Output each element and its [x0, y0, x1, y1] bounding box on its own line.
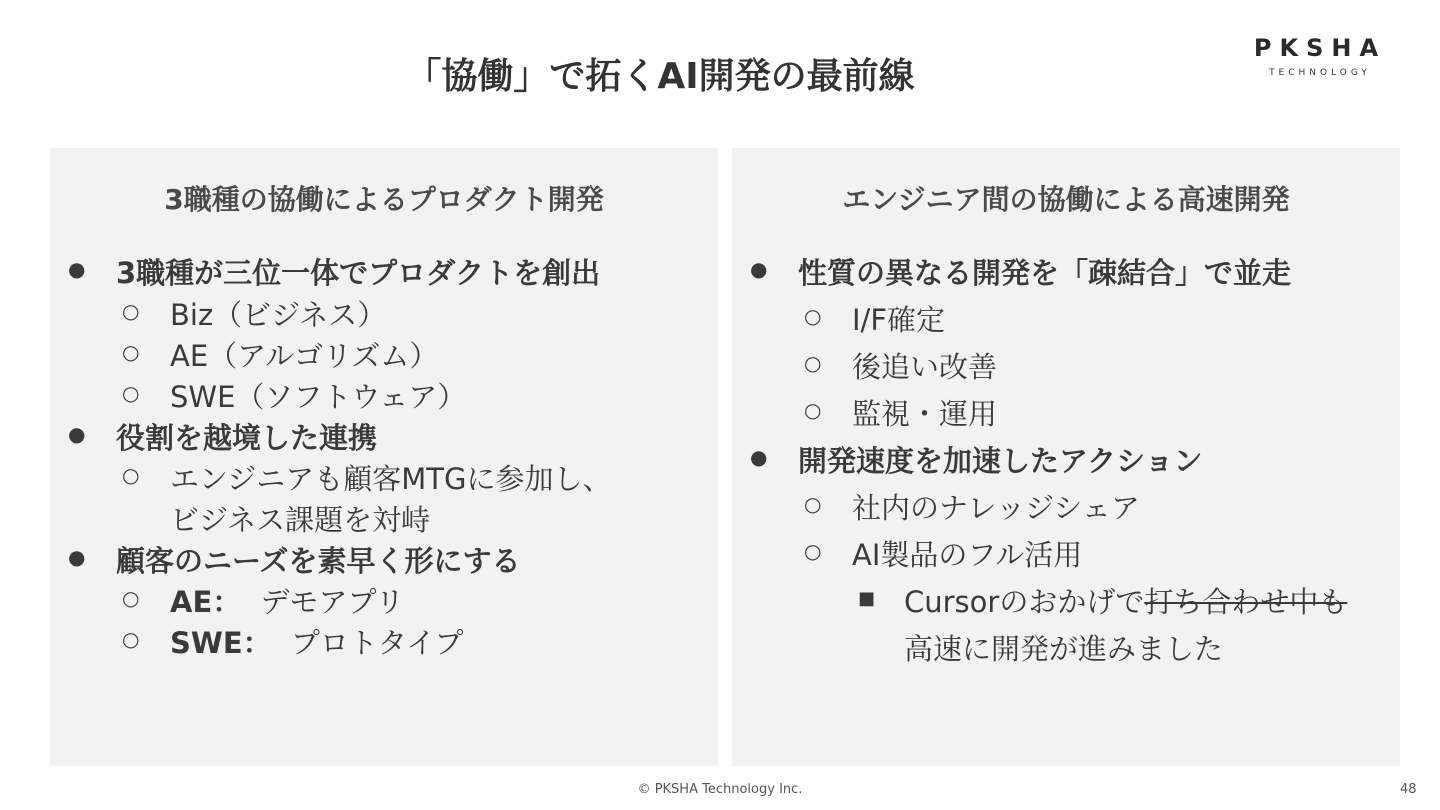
bullet-icon: ○ — [804, 539, 822, 563]
list-item: ○ エンジニアも顧客MTGに参加し、 — [122, 462, 612, 496]
list-item-continuation: 高速に開発が進みました — [904, 632, 1224, 666]
bullet-icon: ○ — [804, 304, 822, 328]
role-label: SWE： — [170, 626, 272, 660]
list-item: ■ Cursorのおかげで打ち合わせ中も — [858, 585, 1348, 619]
list-item: ○ 社内のナレッジシェア — [804, 491, 1140, 525]
list-item-continuation: ビジネス課題を対峙 — [170, 503, 431, 537]
role-label: AE： — [170, 585, 242, 619]
slide-title: 「協働」で拓くAI開発の最前線 — [405, 56, 915, 97]
company-logo — [1240, 34, 1400, 78]
bullet-icon: ○ — [804, 398, 822, 422]
struck-text: 打ち合わせ中も — [1144, 585, 1348, 619]
bullet-icon: ● — [750, 257, 768, 281]
bullet-icon: ● — [68, 257, 86, 281]
list-item: ● 顧客のニーズを素早く形にする — [68, 544, 521, 578]
list-item: ○ Biz（ビジネス） — [122, 298, 387, 332]
list-item: ○ AE： デモアプリ — [122, 585, 405, 619]
list-item: ● 性質の異なる開発を「疎結合」で並走 — [750, 256, 1292, 290]
copyright-footer: © PKSHA Technology Inc. — [637, 782, 803, 797]
bullet-icon: ● — [750, 445, 768, 469]
bullet-icon: ○ — [122, 586, 140, 610]
left-panel — [50, 148, 718, 766]
list-item: ○ SWE： プロトタイプ — [122, 626, 464, 660]
bullet-icon: ○ — [122, 463, 140, 487]
left-panel-heading: 3職種の協働によるプロダクト開発 — [164, 183, 604, 216]
bullet-icon: ○ — [804, 492, 822, 516]
list-item: ● 3職種が三位一体でプロダクトを創出 — [68, 256, 601, 290]
bullet-icon: ● — [68, 545, 86, 569]
page-number: 48 — [1400, 782, 1417, 797]
bullet-icon: ○ — [122, 627, 140, 651]
list-item: ○ AE（アルゴリズム） — [122, 339, 439, 373]
logo-subtitle: TECHNOLOGY — [1269, 68, 1371, 78]
bullet-icon: ■ — [858, 588, 876, 609]
right-panel — [732, 148, 1400, 766]
list-item: ○ 監視・運用 — [804, 397, 998, 431]
list-item: ○ I/F確定 — [804, 303, 946, 337]
list-item: ● 役割を越境した連携 — [68, 421, 378, 455]
bullet-icon: ● — [68, 422, 86, 446]
list-item: ● 開発速度を加速したアクション — [750, 444, 1203, 478]
right-panel-heading: エンジニア間の協働による高速開発 — [842, 183, 1290, 216]
list-item: ○ SWE（ソフトウェア） — [122, 380, 467, 414]
bullet-icon: ○ — [122, 381, 140, 405]
bullet-icon: ○ — [122, 340, 140, 364]
list-item: ○ 後追い改善 — [804, 350, 998, 384]
list-item: ○ AI製品のフル活用 — [804, 538, 1083, 572]
bullet-icon: ○ — [804, 351, 822, 375]
bullet-icon: ○ — [122, 299, 140, 323]
logo-wordmark: PKSHA — [1253, 34, 1387, 62]
